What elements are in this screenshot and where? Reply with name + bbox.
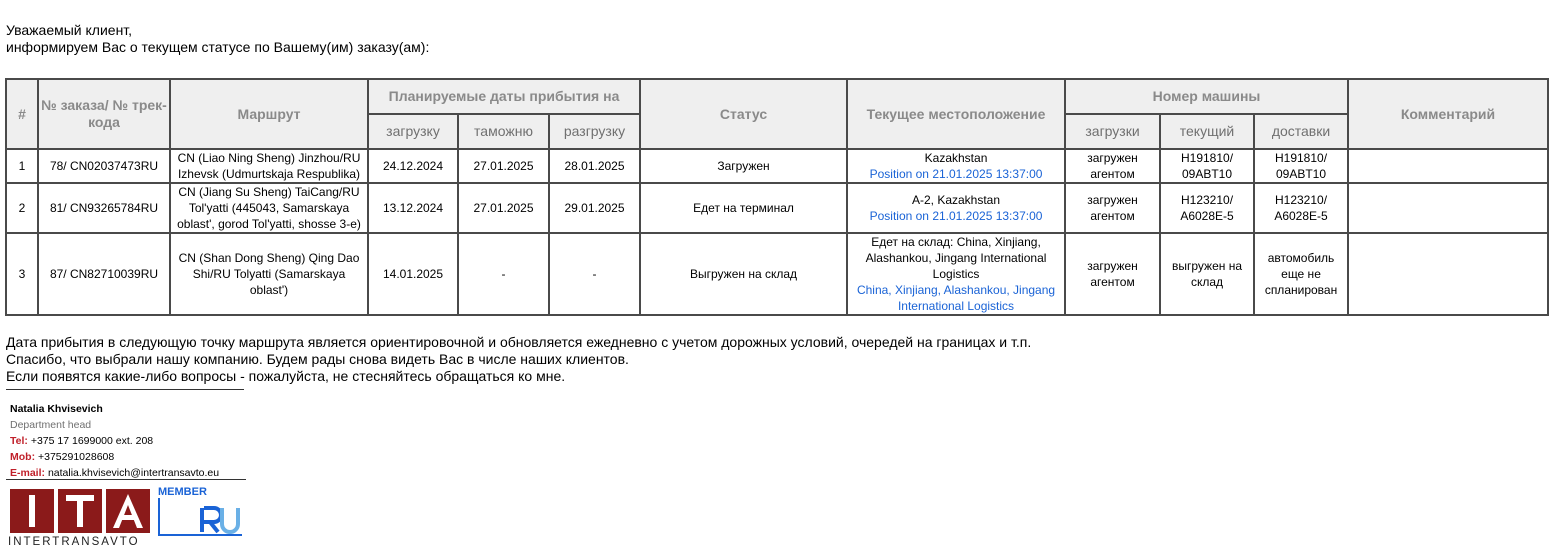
cell-date-unload: - xyxy=(549,233,640,315)
header-comment: Комментарий xyxy=(1348,79,1548,149)
cell-date-unload: 29.01.2025 xyxy=(549,183,640,233)
header-planned-dates: Планируемые даты прибытия на xyxy=(368,79,640,114)
cell-num: 3 xyxy=(6,233,38,315)
location-text: Едет на склад: China, Xinjiang, Alashankou, Jingang International Logistics xyxy=(865,235,1047,281)
cell-status: Едет на терминал xyxy=(640,183,847,233)
footer-notes xyxy=(6,334,1031,385)
signature-name: Natalia Khvisevich xyxy=(10,403,103,415)
cell-location xyxy=(847,149,1065,183)
email-underline xyxy=(6,479,246,480)
tel-value: +375 17 1699000 ext. 208 xyxy=(30,435,154,447)
cell-vehicle-delivery: H191810/ 09ABT10 xyxy=(1254,149,1348,183)
footer-line-3: Если появятся какие-либо вопросы - пожалуйста, не стесняйтесь обращаться ко мне. xyxy=(6,368,566,384)
email-label: E-mail: xyxy=(10,467,46,479)
cell-vehicle-delivery: автомобиль еще не спланирован xyxy=(1254,233,1348,315)
cell-order: 78/ CN02037473RU xyxy=(38,149,170,183)
subheader-planned-unload: разгрузку xyxy=(549,114,640,149)
greeting xyxy=(6,22,429,56)
header-route: Маршрут xyxy=(170,79,368,149)
subheader-planned-customs: таможню xyxy=(458,114,549,149)
subheader-vehicle-delivery: доставки xyxy=(1254,114,1348,149)
logo-letter-i xyxy=(10,489,54,533)
mob-value: +375291028608 xyxy=(38,451,115,463)
signature-tel xyxy=(10,433,219,449)
signature-divider xyxy=(6,389,244,390)
cell-date-customs: - xyxy=(458,233,549,315)
cell-vehicle-load: загружен агентом xyxy=(1065,233,1160,315)
header-vehicle: Номер машины xyxy=(1065,79,1348,114)
subheader-planned-load: загрузку xyxy=(368,114,458,149)
greeting-line-2: информируем Вас о текущем статусе по Вашему(им) заказу(ам): xyxy=(6,39,430,55)
header-status: Статус xyxy=(640,79,847,149)
header-order: № заказа/ № трек-кода xyxy=(38,79,170,149)
subheader-vehicle-load: загрузки xyxy=(1065,114,1160,149)
cell-route: CN (Jiang Su Sheng) TaiCang/RU Tol'yatti (445043, Samarskaya oblast', gorod Tol'yatti, shosse 3-e) xyxy=(170,183,368,233)
cell-date-load: 24.12.2024 xyxy=(368,149,458,183)
cell-comment xyxy=(1348,183,1548,233)
location-link[interactable]: China, Xinjiang, Alashankou, Jingang International Logistics xyxy=(856,283,1056,313)
position-link[interactable]: Position on 21.01.2025 13:37:00 xyxy=(869,167,1043,181)
cell-vehicle-load: загружен агентом xyxy=(1065,149,1160,183)
footer-line-2: Спасибо, что выбрали нашу компанию. Будем рады снова видеть Вас в числе наших клиентов. xyxy=(6,351,629,367)
cell-date-customs: 27.01.2025 xyxy=(458,149,549,183)
cell-vehicle-load: загружен агентом xyxy=(1065,183,1160,233)
signature-title: Department head xyxy=(10,419,92,431)
tel-label: Tel: xyxy=(10,435,28,447)
email-link[interactable]: natalia.khvisevich@intertransavto.eu xyxy=(47,467,220,479)
logo-member-label: MEMBER xyxy=(158,486,207,498)
cell-date-unload: 28.01.2025 xyxy=(549,149,640,183)
cell-order: 87/ CN82710039RU xyxy=(38,233,170,315)
subheader-vehicle-current: текущий xyxy=(1160,114,1254,149)
cell-comment xyxy=(1348,149,1548,183)
cell-status: Выгружен на склад xyxy=(640,233,847,315)
table-row xyxy=(6,183,1548,233)
cell-vehicle-current: H191810/ 09ABT10 xyxy=(1160,149,1254,183)
location-text: Kazakhstan xyxy=(924,151,988,165)
intertransavto-logo xyxy=(8,484,248,556)
logo-block-a xyxy=(106,489,150,533)
logo-block-t xyxy=(58,489,102,533)
table-row xyxy=(6,233,1548,315)
cell-status: Загружен xyxy=(640,149,847,183)
cell-comment xyxy=(1348,233,1548,315)
logo-letter-t xyxy=(58,489,102,533)
footer-line-1: Дата прибытия в следующую точку маршрута является ориентировочной и обновляется ежедневно с учетом дорожных условий, очередей на границах и т.п. xyxy=(6,334,1032,350)
cell-date-customs: 27.01.2025 xyxy=(458,183,549,233)
logo-block-i xyxy=(10,489,54,533)
cell-vehicle-current: H123210/ A6028E-5 xyxy=(1160,183,1254,233)
logo-letter-a xyxy=(106,489,150,533)
signature-mob xyxy=(10,449,219,465)
header-location: Текущее местоположение xyxy=(847,79,1065,149)
cell-num: 1 xyxy=(6,149,38,183)
mob-label: Mob: xyxy=(10,451,36,463)
header-num: # xyxy=(6,79,38,149)
location-text: A-2, Kazakhstan xyxy=(911,193,1001,207)
logo-ru-mark xyxy=(160,498,242,534)
cell-vehicle-delivery: H123210/ A6028E-5 xyxy=(1254,183,1348,233)
cell-date-load: 14.01.2025 xyxy=(368,233,458,315)
cell-route: CN (Liao Ning Sheng) Jinzhou/RU Izhevsk (Udmurtskaja Respublika) xyxy=(170,149,368,183)
cell-location xyxy=(847,183,1065,233)
logo-ru-frame xyxy=(158,498,242,536)
order-status-table xyxy=(5,78,1549,316)
position-link[interactable]: Position on 21.01.2025 13:37:00 xyxy=(869,209,1043,223)
logo-company-name: INTERTRANSAVTO xyxy=(8,536,140,548)
greeting-line-1: Уважаемый клиент, xyxy=(6,22,133,38)
cell-route: CN (Shan Dong Sheng) Qing Dao Shi/RU Tolyatti (Samarskaya oblast') xyxy=(170,233,368,315)
cell-date-load: 13.12.2024 xyxy=(368,183,458,233)
cell-location xyxy=(847,233,1065,315)
cell-vehicle-current: выгружен на склад xyxy=(1160,233,1254,315)
signature xyxy=(10,401,219,481)
cell-order: 81/ CN93265784RU xyxy=(38,183,170,233)
cell-num: 2 xyxy=(6,183,38,233)
table-row xyxy=(6,149,1548,183)
